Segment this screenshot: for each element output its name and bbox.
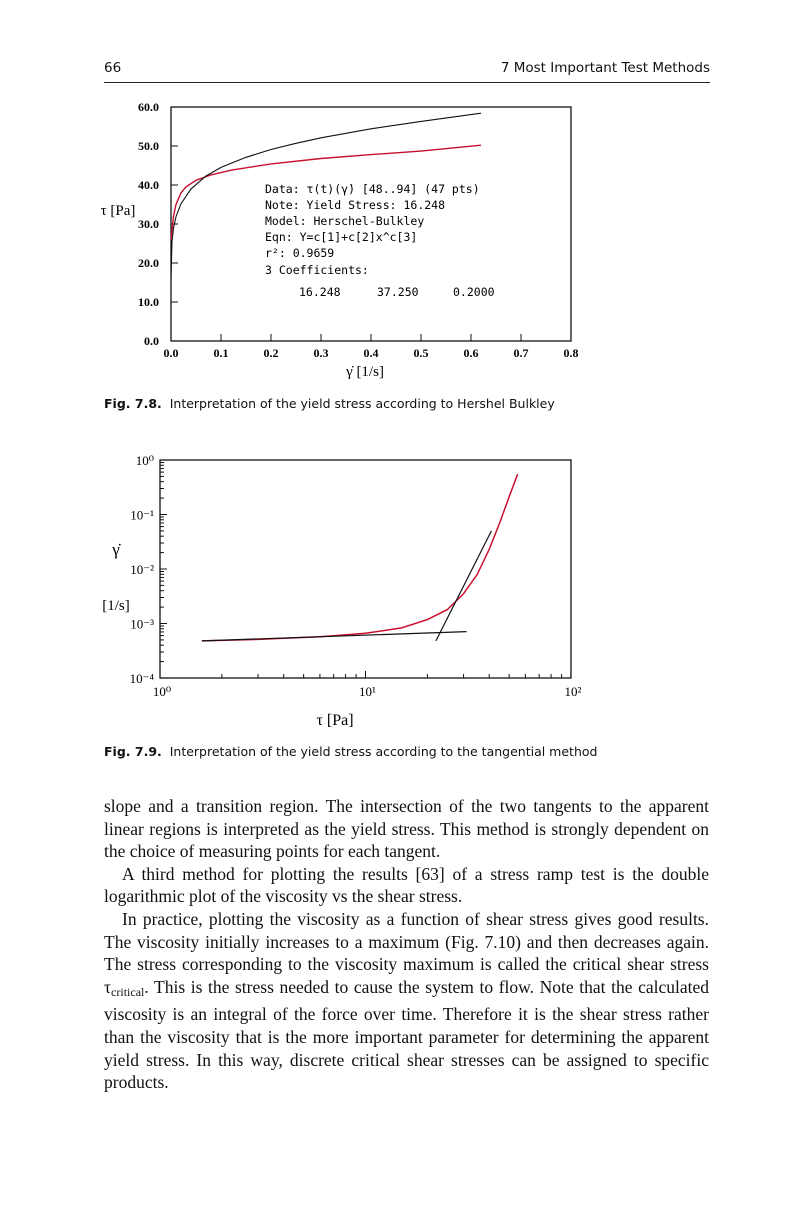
subscript: critical <box>111 984 145 999</box>
fit-coefficient-3: 0.2000 <box>453 285 495 299</box>
x-tick-label: 0.8 <box>563 346 579 360</box>
fit-result-box <box>265 182 495 299</box>
y-tick-label: 10.0 <box>138 295 159 309</box>
x-axis-label: γ̇ [1/s] <box>346 364 384 380</box>
x-tick-label: 0.2 <box>263 346 279 360</box>
paragraph: A third method for plotting the results [63] of a stress ramp test is the double logarithmic plot of the viscosity vs the shear stress. <box>104 863 709 907</box>
chapter-title: 7 Most Important Test Methods <box>500 60 710 76</box>
y-tick-label: 30.0 <box>138 217 159 231</box>
y-axis-unit: [1/s] <box>102 598 130 614</box>
x-tick-label: 0.6 <box>463 346 479 360</box>
y-axis-label: τ [Pa] <box>100 203 136 219</box>
fit-model-line: Model: Herschel-Bulkley <box>265 214 425 228</box>
y-tick-label: 20.0 <box>138 256 159 270</box>
low-stress-tangent <box>202 632 467 641</box>
y-tick-label: 40.0 <box>138 178 159 192</box>
fit-coefficients-line: 3 Coefficients: <box>265 263 369 277</box>
y-tick-label: 0.0 <box>144 334 159 348</box>
y-axis-symbol: γ̇ <box>112 540 120 559</box>
x-tick-label: 0.7 <box>513 346 529 360</box>
y-tick-label: 60.0 <box>138 100 159 114</box>
plot-border <box>160 460 571 678</box>
figure-7-9-chart <box>0 440 800 740</box>
y-tick-label: 10⁻⁴ <box>129 671 154 686</box>
x-tick-label: 10² <box>564 684 582 699</box>
x-tick-label: 0.1 <box>213 346 229 360</box>
paragraph <box>104 908 709 1094</box>
flow-tangent <box>436 531 492 641</box>
figure-7-8-chart <box>0 90 800 490</box>
axis-ticks <box>130 453 582 699</box>
y-tick-label: 10⁻¹ <box>130 507 154 523</box>
caption-text: Interpretation of the yield stress according to Hershel Bulkley <box>169 396 555 411</box>
y-tick-label: 10⁻² <box>130 562 154 577</box>
paragraph: slope and a transition region. The intersection of the two tangents to the apparent linear regions is interpreted as the yield stress. This method is strongly dependent on the choice of measuring points for each tangent. <box>104 796 709 862</box>
x-tick-label: 0.5 <box>413 346 429 360</box>
fit-r2-line: r²: 0.9659 <box>265 246 335 260</box>
body-text <box>104 795 709 1094</box>
x-tick-label: 0.4 <box>363 346 379 360</box>
measured-curve <box>202 474 518 641</box>
fit-data-line: Data: τ(t)(γ̇) [48..94] (47 pts) <box>265 182 480 196</box>
x-tick-label: 0.0 <box>163 346 179 360</box>
x-axis-label: τ [Pa] <box>316 712 354 729</box>
x-tick-label: 10¹ <box>359 684 376 699</box>
x-tick-label: 0.3 <box>313 346 329 360</box>
page-number: 66 <box>104 60 122 76</box>
y-tick-label: 10⁰ <box>135 453 154 468</box>
fit-note-line: Note: Yield Stress: 16.248 <box>265 198 446 212</box>
y-tick-label: 10⁻³ <box>130 616 154 632</box>
figure-7-8-caption <box>104 396 555 411</box>
fit-coefficient-2: 37.250 <box>377 285 419 299</box>
data-series <box>202 474 518 641</box>
figure-7-9-caption <box>104 744 597 759</box>
paragraph-text: . This is the stress needed to cause the system to flow. Note that the calculated viscosity is an integral of the force over time. Therefore it is the shear stress rather than the viscosity that is the more important parameter for determining the apparent yield stress. In this way, discrete critical shear stresses can be assigned to specific products. <box>104 976 709 1093</box>
paragraph-text: In practice, plotting the viscosity as a function of shear stress gives good results. The viscosity initially increases to a maximum (Fig. 7.10) and then decreases again. The stress corresponding to the viscosity maximum is called the critical shear stress τ <box>104 908 709 997</box>
running-head <box>104 58 710 83</box>
caption-text: Interpretation of the yield stress according to the tangential method <box>169 744 598 759</box>
plot-frame <box>160 460 571 678</box>
caption-label: Fig. 7.9. <box>104 744 162 759</box>
y-tick-label: 50.0 <box>138 139 159 153</box>
caption-label: Fig. 7.8. <box>104 396 162 411</box>
x-tick-label: 10⁰ <box>152 684 172 699</box>
fit-equation-line: Eqn: Y=c[1]+c[2]x^c[3] <box>265 230 418 244</box>
fit-coefficient-1: 16.248 <box>299 285 341 299</box>
